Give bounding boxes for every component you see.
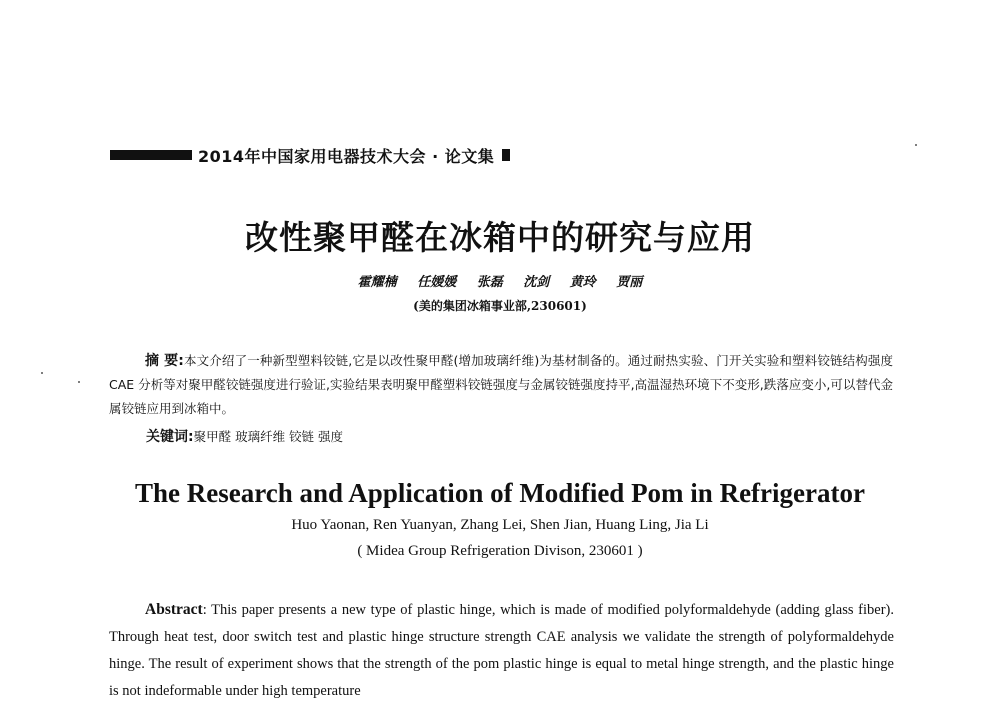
chinese-abstract-label: 摘 要:	[145, 353, 184, 369]
header-decoration-mark	[500, 149, 510, 161]
chinese-keywords-text: 聚甲醛 玻璃纤维 铰链 强度	[193, 429, 344, 444]
english-abstract-label: Abstract	[145, 601, 203, 618]
conference-header	[110, 144, 510, 166]
scan-speck	[41, 372, 43, 374]
chinese-abstract-text: 本文介绍了一种新型塑料铰链,它是以改性聚甲醛(增加玻璃纤维)为基材制备的。通过耐热实验、门开关实验和塑料铰链结构强度 CAE 分析等对聚甲醛铰链强度进行验证,实验结果表明聚甲醛塑料铰链强度与金属铰链强度持平,高温湿热环境下不变形,跌落应变小,可以替代金属铰链应用到冰箱中。	[109, 353, 893, 416]
english-title: The Research and Application of Modified Pom in Refrigerator	[135, 478, 865, 508]
english-abstract	[109, 596, 894, 705]
header-decoration-bar	[110, 150, 192, 160]
scan-speck	[78, 381, 80, 383]
scan-speck	[915, 144, 917, 146]
chinese-abstract	[109, 349, 893, 421]
english-affiliation: ( Midea Group Refrigeration Divison, 230601 )	[357, 543, 643, 559]
conference-title: 2014年中国家用电器技术大会 · 论文集	[198, 146, 495, 166]
english-abstract-text: : This paper presents a new type of plastic hinge, which is made of modified polyformaldehyde (adding glass fiber). Through heat test, door switch test and plastic hinge structure strength CAE analysis we validate the strength of polyformaldehyde hinge. The result of experiment shows that the strength of the pom plastic hinge is equal to metal hinge strength, and the plastic hinge is not indeformable under high temperature	[109, 602, 894, 699]
chinese-authors: 霍耀楠 任媛媛 张磊 沈剑 黄玲 贾丽	[357, 275, 643, 290]
chinese-title: 改性聚甲醛在冰箱中的研究与应用	[245, 218, 755, 257]
chinese-keywords-label: 关键词:	[146, 429, 194, 445]
chinese-keywords	[146, 426, 343, 446]
chinese-affiliation: (美的集团冰箱事业部,230601)	[413, 299, 587, 313]
english-authors: Huo Yaonan, Ren Yuanyan, Zhang Lei, Shen Jian, Huang Ling, Jia Li	[291, 517, 709, 533]
